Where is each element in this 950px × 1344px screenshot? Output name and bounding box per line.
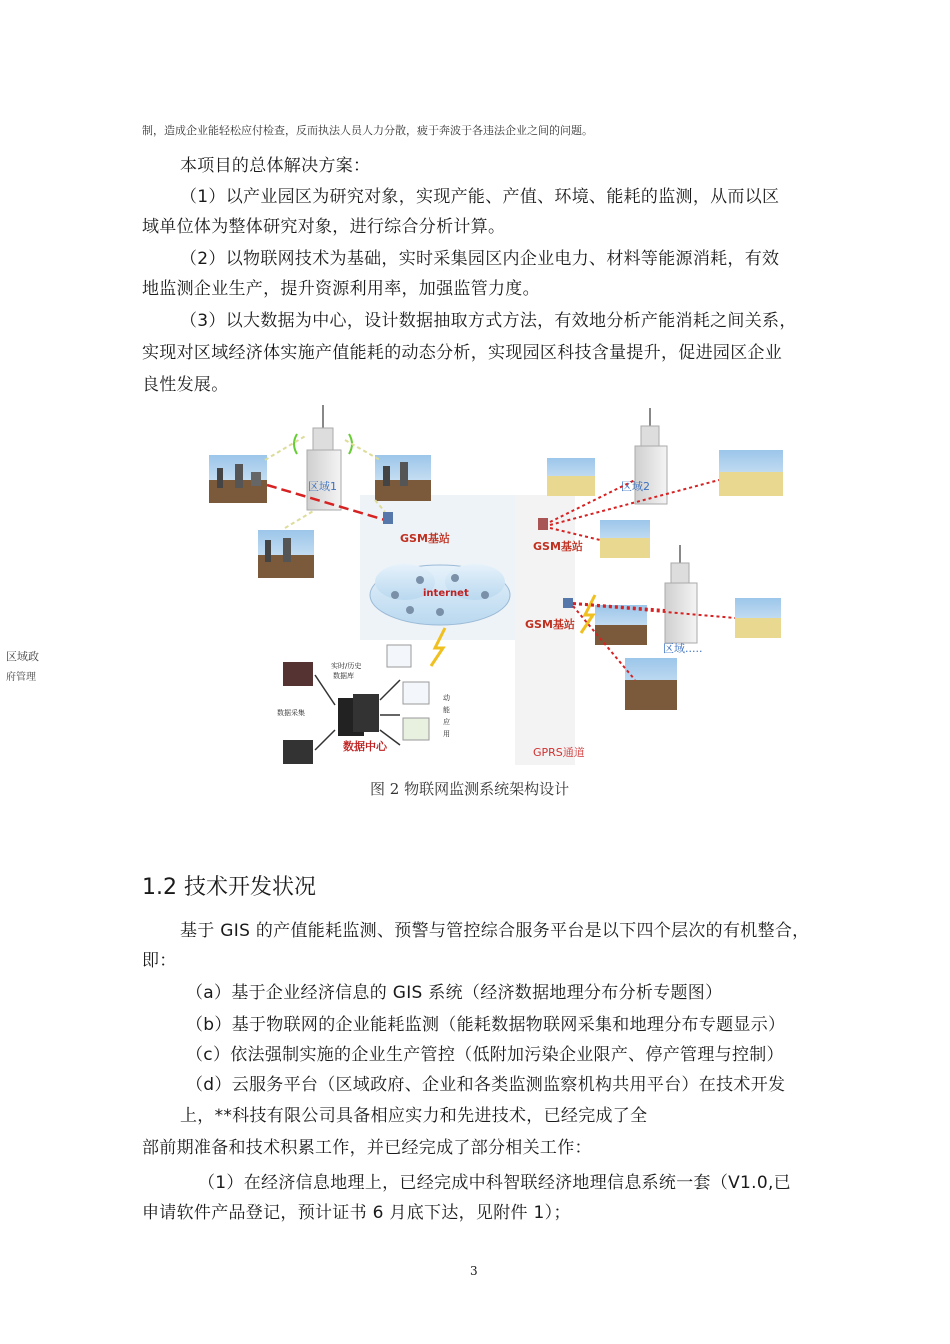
work-item-1-line2: 申请软件产品登记，预计证书 6 月底下达，见附件 1）； xyxy=(142,1203,571,1223)
list-item-a: （a）基于企业经济信息的 GIS 系统（经济数据地理分布分析专题图） xyxy=(186,983,723,1003)
db-label-2: 数据库 xyxy=(333,672,354,680)
server-icon xyxy=(338,694,379,736)
collect-photo-1 xyxy=(283,662,313,686)
solution-2-line2: 地监测企业生产，提升资源利用率，加强监管力度。 xyxy=(142,279,540,299)
collect-photo-2 xyxy=(283,740,313,764)
internet-label: internet xyxy=(423,588,469,599)
warehouse-photo-3 xyxy=(600,520,650,558)
top-line: 制，造成企业能轻松应付检查，反而执法人员人力分散，疲于奔波于各违法企业之间的问题。 xyxy=(142,124,593,137)
list-item-b: （b）基于物联网的企业能耗监测（能耗数据物联网采集和地理分布专题显示） xyxy=(186,1015,786,1035)
db-label: 实时/历史 xyxy=(331,662,362,670)
solution-1-line2: 域单位体为整体研究对象，进行综合分析计算。 xyxy=(142,217,506,237)
solution-3-line2: 实现对区域经济体实施产值能耗的动态分析，实现园区科技含量提升，促进园区企业 xyxy=(142,343,783,363)
terminal-icon xyxy=(383,512,393,524)
terminal-icon-3 xyxy=(563,598,573,608)
app-label-4: 用 xyxy=(443,730,450,738)
datacenter-label: 数据中心 xyxy=(343,740,387,753)
app-label-2: 能 xyxy=(443,706,450,714)
solution-3-line1: （3）以大数据为中心，设计数据抽取方式方法，有效地分析产能消耗之间关系， xyxy=(180,311,797,331)
side-label-1: 区域政 xyxy=(6,650,39,663)
app-label-1: 动 xyxy=(443,694,450,702)
region-1-label: 区域1 xyxy=(308,480,337,493)
factory-photo-3 xyxy=(258,530,314,578)
gsm-label-2: GSM基站 xyxy=(533,540,583,553)
section-intro-line2: 即： xyxy=(142,951,177,971)
warehouse-photo-2 xyxy=(719,450,783,496)
app-screens xyxy=(387,645,429,740)
solution-1-line1: （1）以产业园区为研究对象，实现产能、产值、环境、能耗的监测，从而以区 xyxy=(180,187,780,207)
warehouse-photo-4 xyxy=(735,598,781,638)
section-intro-line1: 基于 GIS 的产值能耗监测、预警与管控综合服务平台是以下四个层次的有机整合， xyxy=(180,921,810,941)
list-item-d: （d）云服务平台（区域政府、企业和各类监测监察机构共用平台）在技术开发 xyxy=(186,1075,786,1095)
cont-line2: 部前期准备和技术积累工作，并已经完成了部分相关工作： xyxy=(142,1138,592,1158)
solution-3-line3: 良性发展。 xyxy=(142,375,229,395)
gprs-label: GPRS通道 xyxy=(533,746,585,759)
work-item-1-line1: （1）在经济信息地理上，已经完成中科智联经济地理信息系统一套（V1.0,已 xyxy=(198,1173,791,1193)
iot-architecture-diagram xyxy=(195,400,805,775)
gsm-label-1: GSM基站 xyxy=(400,532,450,545)
tower-icon-3 xyxy=(665,545,697,643)
terminal-icon-2 xyxy=(538,518,548,530)
warehouse-photo-1 xyxy=(547,458,595,496)
gsm-label-3: GSM基站 xyxy=(525,618,575,631)
side-label-2: 府管理 xyxy=(6,672,36,683)
tower-icon xyxy=(294,405,352,510)
region-2-label: 区域2 xyxy=(621,480,650,493)
factory-photo-5 xyxy=(625,658,677,710)
cont-line1: 上，**科技有限公司具备相应实力和先进技术，已经完成了全 xyxy=(180,1106,648,1126)
factory-photo-1 xyxy=(209,455,267,503)
lightning-icon-2 xyxy=(581,595,595,633)
solution-2-line1: （2）以物联网技术为基础，实时采集园区内企业电力、材料等能源消耗，有效 xyxy=(180,249,780,269)
page-number: 3 xyxy=(470,1264,478,1278)
solution-intro: 本项目的总体解决方案： xyxy=(180,156,371,176)
factory-photo-2 xyxy=(375,455,431,501)
collect-label: 数据采集 xyxy=(277,709,305,717)
figure-caption: 图 2 物联网监测系统架构设计 xyxy=(370,780,570,798)
region-3-label: 区域..... xyxy=(663,642,703,655)
factory-photo-4 xyxy=(595,605,647,645)
app-label-3: 应 xyxy=(443,718,450,726)
section-heading: 1.2 技术开发状况 xyxy=(142,875,316,900)
list-item-c: （c）依法强制实施的企业生产管控（低附加污染企业限产、停产管理与控制） xyxy=(186,1045,784,1065)
